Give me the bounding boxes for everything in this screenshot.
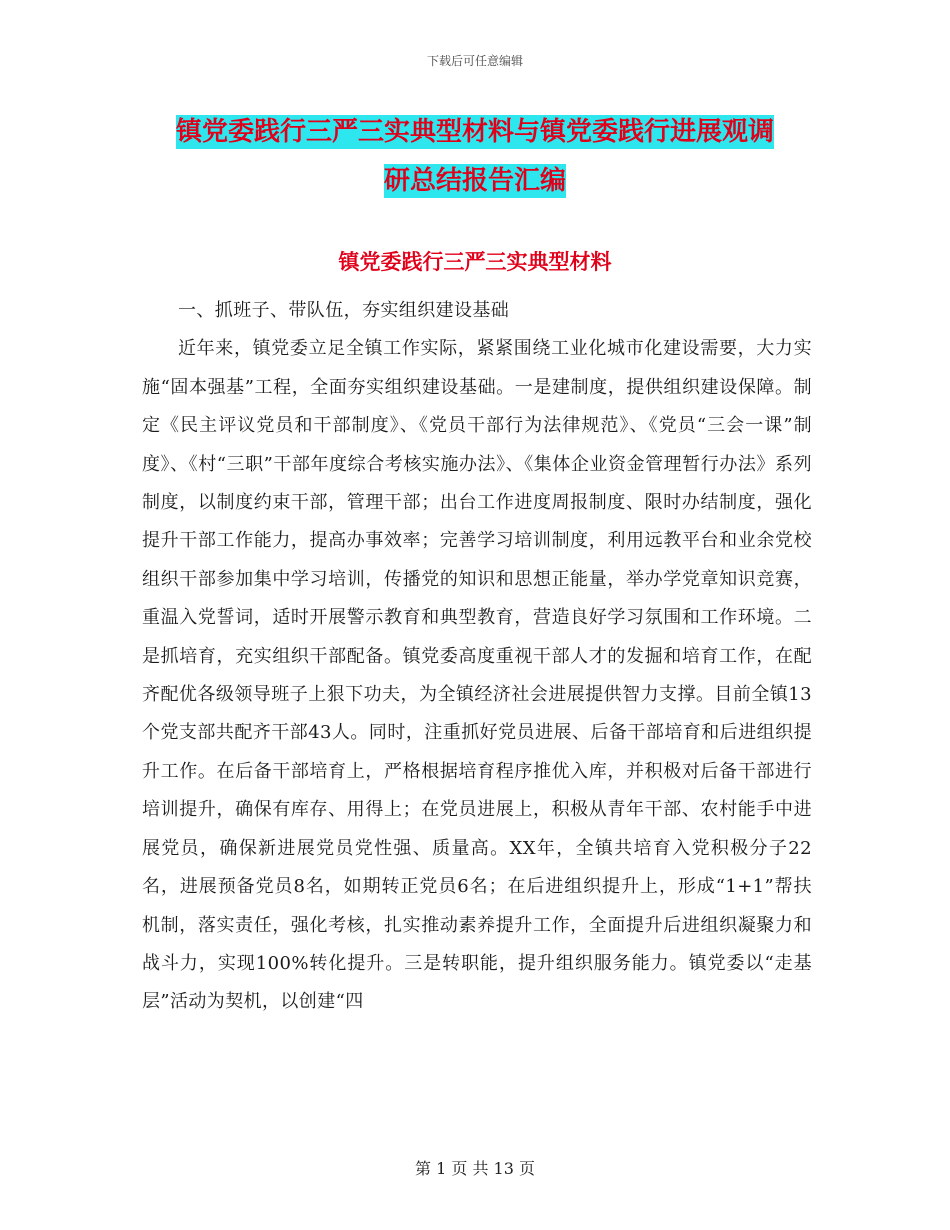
page-header-note: 下载后可任意编辑 — [426, 54, 523, 68]
heading-1: 一、抓班子、带队伍，夯实组织建设基础 — [178, 300, 510, 321]
paragraph-1: 近年来，镇党委立足全镇工作实际，紧紧围绕工业化城市化建设需要，大力实施“固本强基”工程，全面夯实组织建设基础。一是建制度，提供组织建设保障。制定《民主评议党员和干部制度》、《党员干部行为法律规范》、《党员“三会一课”制度》、《村“三职”干部年度综合考核实施办法》、《集体企业资金管理暂行办法》系列制度，以制度约束干部，管理干部；出台工作进度周报制度、限时办结制度，强化提升干部工作能力，提高办事效率；完善学习培训制度，利用远教平台和业余党校组织干部参加集中学习培训，传播党的知识和思想正能量，举办学党章知识竞赛，重温入党誓词，适时开展警示教育和典型教育，营造良好学习氛围和工作环境。二是抓培育，充实组织干部配备。镇党委高度重视干部人才的发掘和培育工作，在配齐配优各级领导班子上狠下功夫，为全镇经济社会进展提供智力支撑。目前全镇13个党支部共配齐干部43人。同时，注重抓好党员进展、后备干部培育和后进组织提升工作。在后备干部培育上，严格根据培育程序推优入库，并积极对后备干部进行培训提升，确保有库存、用得上；在党员进展上，积极从青年干部、农村能手中进展党员，确保新进展党员党性强、质量高。XX年，全镇共培育入党积极分子22名，进展预备党员8名，如期转正党员6名；在后进组织提升上，形成“1+1”帮扶机制，落实责任，强化考核，扎实推动素养提升工作，全面提升后进组织凝聚力和战斗力，实现100%转化提升。三是转职能，提升组织服务能力。镇党委以“走基层”活动为契机，以创建“四 — [142, 338, 812, 1013]
document-title-line1: 镇党委践行三严三实典型材料与镇党委践行进展观调 — [175, 117, 774, 147]
page-number-footer: 第 1 页 共 13 页 — [415, 1159, 535, 1178]
document-body — [142, 292, 812, 1022]
section-title: 镇党委践行三严三实典型材料 — [338, 249, 612, 274]
document-title-line2: 研总结报告汇编 — [383, 166, 566, 196]
document-title — [0, 108, 950, 206]
